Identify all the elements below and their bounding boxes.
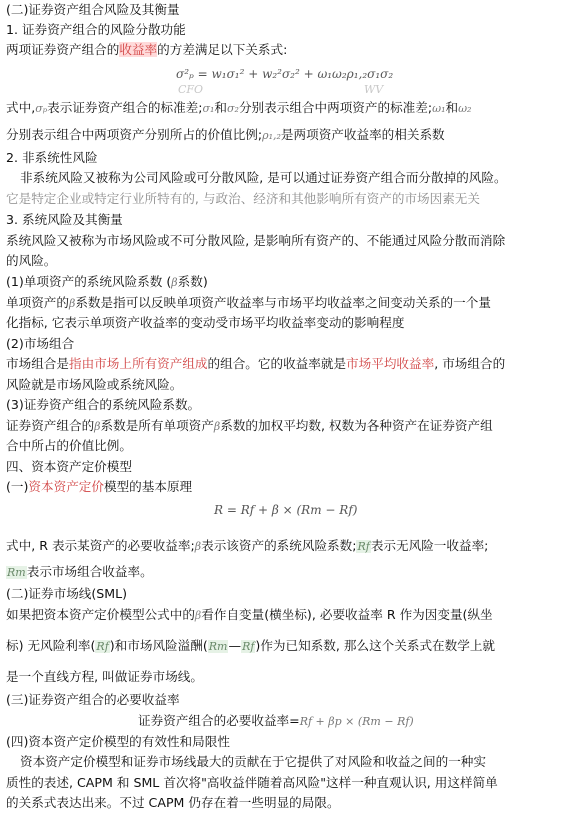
watermark-left: CFO <box>178 83 204 96</box>
subsection-title-4-3: (三)证券资产组合的必要收益率 <box>6 692 180 707</box>
subsection-title-4-1: (一)资本资产定价模型的基本原理 <box>6 479 193 494</box>
paragraph-line: 的风险。 <box>6 253 57 268</box>
paragraph-line: 系统风险又被称为市场风险或不可分散风险, 是影响所有资产的、不能通过风险分散而消除 <box>6 233 506 248</box>
paragraph-line: 市场组合是指由市场上所有资产组成的组合。它的收益率就是市场平均收益率, 市场组合的 <box>6 356 506 371</box>
paragraph-intro: 两项证券资产组合的收益率的方差满足以下关系式: <box>6 42 288 57</box>
formula-explanation-line-1: 式中,σₚ表示证券资产组合的标准差;σ₁和σ₂分别表示组合中两项资产的标准差;ω₁和ω₂ <box>6 100 472 115</box>
paragraph-line: 资本资产定价模型和证券市场线最大的贡献在于它提供了对风险和收益之间的一种实 <box>20 754 486 769</box>
formula-explanation-line-2: Rm表示市场组合收益率。 <box>7 564 153 579</box>
portfolio-required-return-formula: 证券资产组合的必要收益率=Rf + βp × (Rm − Rf) <box>138 713 414 728</box>
paragraph-line: 化指标, 它表示单项资产收益率的变动受市场平均收益率变动的影响程度 <box>6 315 405 330</box>
paragraph-line: 风险就是市场风险或系统风险。 <box>6 377 183 392</box>
subsection-title-4-4: (四)资本资产定价模型的有效性和局限性 <box>6 734 230 749</box>
paragraph-line: 单项资产的β系数是指可以反映单项资产收益率与市场平均收益率之间变动关系的一个量 <box>6 295 491 310</box>
paragraph-line: 的关系式表达出来。不过 CAPM 仍存在着一些明显的局限。 <box>6 795 340 810</box>
section-heading: (二)证券资产组合风险及其衡量 <box>6 2 180 17</box>
portfolio-variance-formula: σ²ₚ = w₁σ₁² + w₂²σ₂² + ω₁ω₂ρ₁,₂σ₁σ₂ <box>176 67 394 81</box>
capm-formula: R = Rf + β × (Rm − Rf) <box>214 503 358 517</box>
paragraph-line: 非系统风险又被称为公司风险或可分散风险, 是可以通过证券资产组合而分散掉的风险。 <box>20 170 507 185</box>
subsection-title-4-2: (二)证券市场线(SML) <box>6 586 128 601</box>
item-title-2: (2)市场组合 <box>6 336 75 351</box>
formula-explanation-line-2: 分别表示组合中两项资产分别所占的价值比例;ρ₁,₂是两项资产收益率的相关系数 <box>6 127 445 142</box>
paragraph-line: 证券资产组合的β系数是所有单项资产β系数的加权平均数, 权数为各种资产在证券资产组 <box>6 418 493 433</box>
paragraph-line: 合中所占的价值比例。 <box>6 438 132 453</box>
formula-explanation-line-1: 式中, R 表示某资产的必要收益率;β表示该资产的系统风险系数;Rf表示无风险一收益率; <box>6 538 489 553</box>
subsection-title-2: 2. 非系统性风险 <box>6 150 98 165</box>
paragraph-line: 标) 无风险利率(Rf)和市场风险溢酬(Rm—Rf)作为已知系数, 那么这个关系式在数学上就 <box>6 638 496 653</box>
paragraph-line: 质性的表述, CAPM 和 SML 首次将"高收益伴随着高风险"这样一种直观认识, 用这样简单 <box>6 775 498 790</box>
paragraph-line-faded: 它是特定企业或特定行业所特有的, 与政治、经济和其他影响所有资产的市场因素无关 <box>6 191 480 206</box>
item-title-1: (1)单项资产的系统风险系数 (β系数) <box>6 274 208 289</box>
watermark-right: WV <box>364 83 384 96</box>
item-title-3: (3)证券资产组合的系统风险系数。 <box>6 397 201 412</box>
paragraph-line: 如果把资本资产定价模型公式中的β看作自变量(横坐标), 必要收益率 R 作为因变量(纵坐 <box>6 607 493 622</box>
subsection-title-3: 3. 系统风险及其衡量 <box>6 212 123 227</box>
subsection-title-1: 1. 证券资产组合的风险分散功能 <box>6 22 186 37</box>
section-heading-4: 四、资本资产定价模型 <box>6 459 132 474</box>
paragraph-line: 是一个直线方程, 叫做证券市场线。 <box>6 669 203 684</box>
